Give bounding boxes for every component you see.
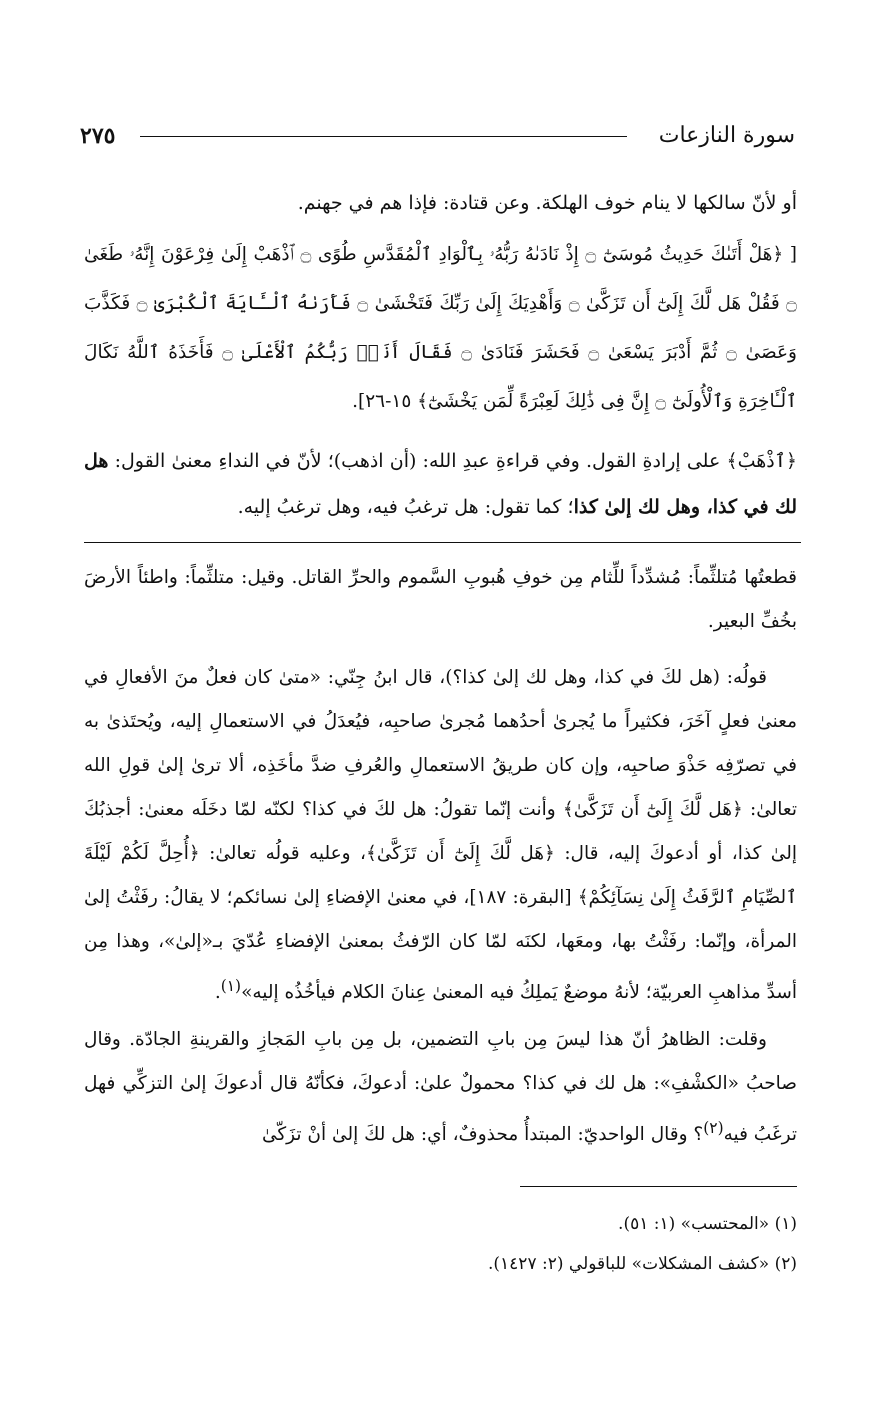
commentary-paragraph-1: قطعتُها مُتلثِّماً: مُشدِّداً للِّثام مِن خوفِ هُبوبِ السَّموم والحرِّ القاتل. وقيل: متلثِّماً: واطئاً الأرضَ بخُفِّ البعير. bbox=[84, 567, 797, 632]
upper-paragraph-1: أو لأنّ سالكها لا ينام خوف الهلكة. وعن قتادة: فإذا هم في جهنم. bbox=[297, 192, 797, 214]
commentary-paragraph-3-text: وقلت: الظاهرُ أنّ هذا ليسَ مِن بابِ التضمين، بل مِن بابِ المَجازِ والقرينةِ الجادّة. وقال صاحبُ «الكشْفِ»: هل لك في كذا؟ محمولٌ علىٰ: أدعوكَ، فكأنّهُ قال أدعوكَ إلىٰ التزكِّي فهل ترغَبُ فيه bbox=[84, 1029, 797, 1146]
commentary-paragraph-2-end: . bbox=[214, 982, 221, 1004]
footnote-ref-1[interactable]: (١) bbox=[220, 977, 242, 995]
commentary-paragraph-2-text: قولُه: (هل لكَ في كذا، وهل لك إلىٰ كذا؟)، قال ابنُ جِنّي: «متىٰ كان فعلٌ منَ الأفعالِ في معنىٰ فعلٍ آخَرَ، فكثيراً ما يُجرىٰ أحدُهما مُجرىٰ صاحبِه، فيُعدَلُ في الاستعمالِ إليه، ويُحتَذىٰ به في تصرّفِه حَذْوَ صاحبِه، وإن كان طريقُ الاستعمالِ والعُرفِ ضدَّ مأخَذِه، ألا ترىٰ إلىٰ قولِ الله تعالىٰ: ﴿هَل لَّكَ إِلَىٰٓ أَن تَزَكَّىٰ﴾ وأنت إنّما تقولُ: هل لكَ في كذا؟ لكنّه لمّا دخَلَه معنىٰ: أجذبُكَ إلىٰ كذا، أو أدعوكَ إليه، قال: ﴿هَل لَّكَ إِلَىٰٓ أَن تَزَكَّىٰ﴾، وعليه قولُه تعالىٰ: ﴿أُحِلَّ لَكُمْ لَيْلَةَ ٱلصِّيَامِ ٱلرَّفَثُ إِلَىٰ نِسَآئِكُمْ﴾ [البقرة: ١٨٧]، في معنىٰ الإفضاءِ إلىٰ نسائكم؛ لا يقالُ: رفَثْتُ إلىٰ المرأة، وإنّما: رفَثْتُ بها، ومعَها، لكنَه لمّا كان الرّفثُ بمعنىٰ الإفضاءِ عُدّيَ بـ«إلىٰ»، وهذا مِن أسدِّ مذاهبِ العربيّة؛ لأنهُ موضعٌ يَملِكُ فيه المعنىٰ عِنانَ الكلام فيأخُذُه إليه» bbox=[84, 667, 797, 1004]
quran-verses: [ ﴿هَلْ أَتَىٰكَ حَدِيثُ مُوسَىٰٓ ۝ إِذْ نَادَىٰهُ رَبُّهُۥ بِٱلْوَادِ ٱلْمُقَدَّسِ طُوًى ۝ ٱذْهَبْ إِلَىٰ فِرْعَوْنَ إِنَّهُۥ طَغَىٰ ۝ فَقُلْ هَل لَّكَ إِلَىٰٓ أَن تَزَكَّىٰ ۝ وَأَهْدِيَكَ إِلَىٰ رَبِّكَ فَتَخْشَىٰ ۝ فَأَرَىٰهُ ٱلْـَٔايَةَ ٱلْكُبْرَىٰ ۝ فَكَذَّبَ وَعَصَىٰ ۝ ثُمَّ أَدْبَرَ يَسْعَىٰ ۝ فَحَشَرَ فَنَادَىٰ ۝ فَقَالَ أَنَا۠ رَبُّكُمُ ٱلْأَعْلَىٰ ۝ فَأَخَذَهُ ٱللَّهُ نَكَالَ ٱلْـَٔاخِرَةِ وَٱلْأُولَىٰٓ ۝ إِنَّ فِى ذَٰلِكَ لَعِبْرَةً لِّمَن يَخْشَىٰٓ﴾ ١٥-٢٦]. bbox=[84, 244, 797, 412]
footnote-rule bbox=[520, 1186, 797, 1187]
footnote-2: (٢) «كشف المشكلات» للباقولي (٢: ١٤٢٧). bbox=[488, 1254, 797, 1274]
commentary-paragraph-3-end: ؟ وقال الواحديّ: المبتدأُ محذوفٌ، أي: هل لكَ إلىٰ أنْ تزَكّىٰ bbox=[261, 1124, 704, 1146]
footnote-1: (١) «المحتسب» (١: ٥١). bbox=[618, 1214, 797, 1234]
footnote-ref-2[interactable]: (٢) bbox=[703, 1119, 724, 1137]
surah-title: سورة النازعات bbox=[658, 123, 795, 148]
commentary-paragraph-3 bbox=[84, 1018, 797, 1157]
upper-paragraph-3-end: ؛ كما تقول: هل ترغبُ فيه، وهل ترغبُ إليه. bbox=[237, 496, 574, 518]
commentary-separator bbox=[84, 542, 801, 543]
page-header bbox=[80, 118, 795, 154]
header-rule bbox=[140, 136, 627, 137]
commentary-paragraph-2 bbox=[84, 656, 797, 1015]
page-number: ٢٧٥ bbox=[80, 123, 116, 149]
upper-paragraph-3-start: ﴿ٱذْهَبْ﴾ على إرادةِ القول. وفي قراءةِ عبدِ الله: (أن اذهب)؛ لأنّ في النداءِ معنىٰ القول: bbox=[108, 450, 797, 472]
upper-paragraph-3 bbox=[84, 438, 797, 530]
upper-paragraph-3-bold: هل لك في كذا، وهل لك إلىٰ كذا bbox=[84, 450, 797, 518]
footnotes bbox=[84, 1204, 797, 1284]
